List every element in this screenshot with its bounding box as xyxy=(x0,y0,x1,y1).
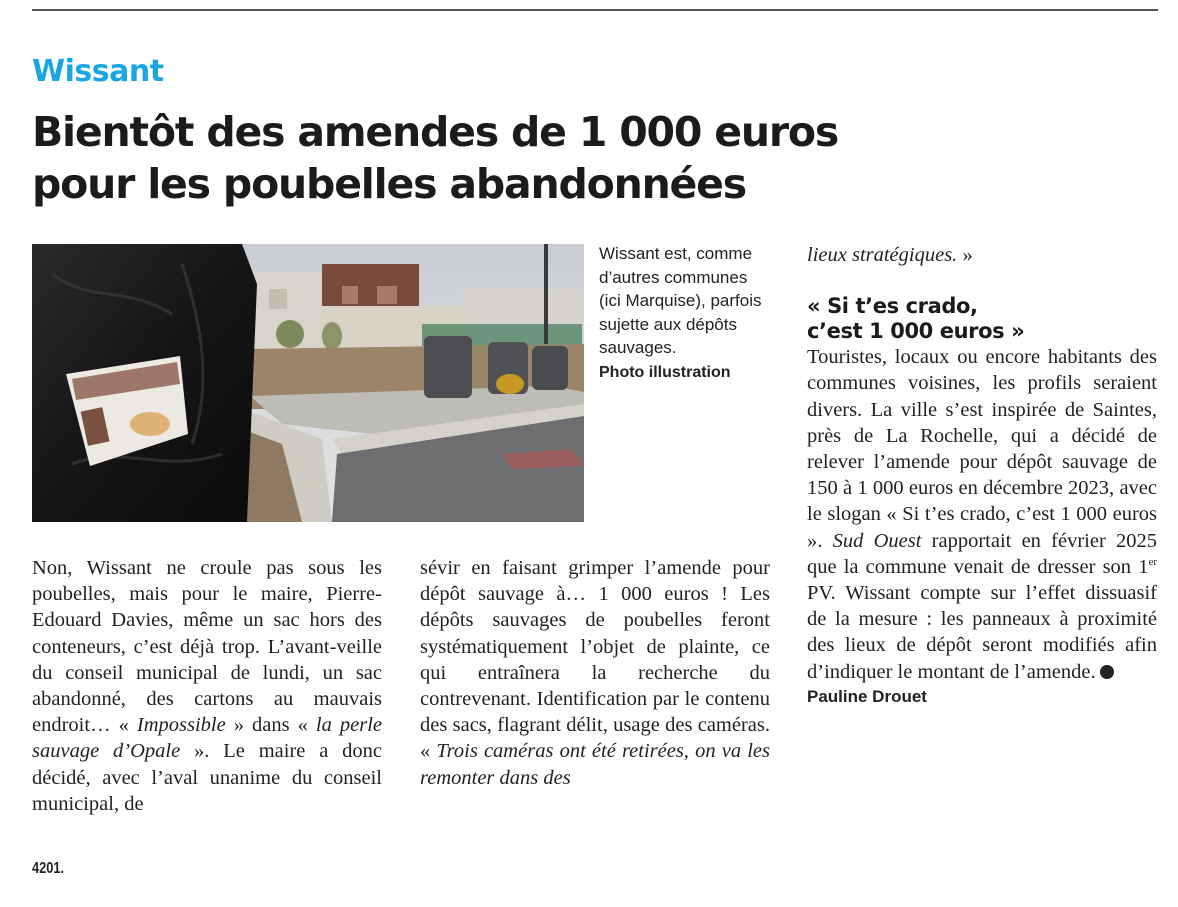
quote-text: lieux stratégiques. xyxy=(807,244,958,266)
trash-bag-photo-illustration xyxy=(32,244,584,522)
headline-line-1: Bientôt des amendes de 1 000 euros xyxy=(32,108,839,156)
top-rule xyxy=(32,9,1158,11)
headline xyxy=(32,106,1132,210)
headline-line-2: pour les poubelles abandonnées xyxy=(32,160,746,208)
source-name: Sud Ouest xyxy=(832,529,922,552)
body-text: rapportait en février 2025 que la commune venait de dresser son 1 xyxy=(807,529,1158,578)
section-kicker: Wissant xyxy=(32,54,164,89)
body-paragraph-1-part-1 xyxy=(32,555,382,817)
body-text: Touristes, locaux ou encore habitants des communes voisines, les profils seraient divers. La ville s’est inspirée de Saintes, près de La Rochelle, qui a décidé de relever l’amende pour dépôt sauvage de 150 à 1 000 euros en décembre 2023, avec le slogan « Si t’es crado, c’est 1 000 euros ». xyxy=(807,346,1157,552)
closing-quote: » xyxy=(962,244,973,266)
subheading xyxy=(807,294,1157,344)
article-photo xyxy=(32,244,584,522)
body-text: sévir en faisant grimper l’amende pour dépôt sauvage à… 1 000 euros ! Les dépôts sauvages de poubelles feront systématiquement l’objet de plainte, ce qui entraînera la recherche du contrevenant. Identification par le contenu des sacs, flagrant délit, usage des caméras. « Trois caméras ont été retirées, on va les remonter dans des xyxy=(420,557,770,789)
author-byline: Pauline Drouet xyxy=(807,686,927,706)
body-column-3 xyxy=(807,242,1157,709)
subheading-line-1: « Si t’es crado, xyxy=(807,294,978,319)
caption-text: Wissant est, comme d’autres communes (ici Marquise), parfois sujette aux dépôts sauvages. xyxy=(599,244,762,357)
body-paragraph-1-part-2 xyxy=(420,555,770,791)
body-text: PV. Wissant compte sur l’effet dissuasif de la mesure : les panneaux à proximité des lieux de dépôt seront modifiés afin d’indiquer le montant de l’amende. xyxy=(807,582,1157,683)
body-column-1 xyxy=(32,555,382,817)
page-folio: 4201. xyxy=(32,860,65,877)
body-text: Non, Wissant ne croule pas sous les poubelles, mais pour le maire, Pierre-Edouard Davies, même un sac hors des conteneurs, c’est déjà trop. L’avant-veille du conseil municipal de lundi, un sac abandonné, des cartons au mauvais endroit… « Impossible » dans « la perle sauvage d’Opale ». Le maire a donc décidé, avec l’aval unanime du conseil municipal, de xyxy=(32,557,383,815)
body-column-2 xyxy=(420,555,770,791)
photo-credit: Photo illustration xyxy=(599,363,731,381)
subheading-line-2: c’est 1 000 euros » xyxy=(807,319,1025,344)
ordinal-superscript: er xyxy=(1148,556,1157,568)
body-paragraph-2 xyxy=(807,344,1157,685)
end-of-article-bullet-icon xyxy=(1100,665,1114,679)
photo-caption xyxy=(599,242,769,384)
body-paragraph-1-end xyxy=(807,242,1157,268)
